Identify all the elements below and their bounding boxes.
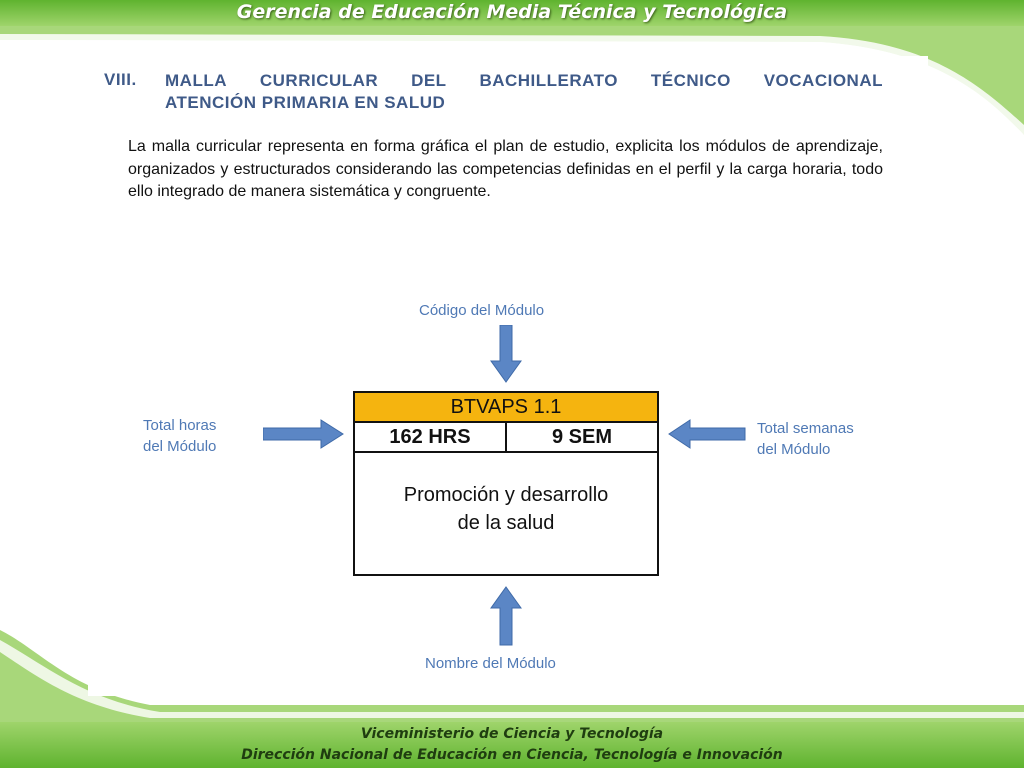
footer-line2: Dirección Nacional de Educación en Ciencia, Tecnología e Innovación — [241, 747, 783, 763]
title-word: BACHILLERATO — [479, 71, 618, 90]
title-word: TÉCNICO — [650, 71, 731, 90]
label-total-weeks — [757, 418, 854, 460]
label-line: del Módulo — [143, 438, 217, 455]
title-word: DEL — [411, 71, 447, 90]
label-module-code: Código del Módulo — [419, 302, 545, 319]
module-weeks: 9 SEM — [551, 426, 613, 448]
module-name-line: de la salud — [457, 512, 555, 534]
footer-line1: Viceministerio de Ciencia y Tecnología — [360, 726, 664, 742]
title-word: MALLA — [165, 71, 227, 90]
module-name — [355, 481, 657, 537]
title-word: VOCACIONAL — [763, 71, 883, 90]
module-hours: 162 HRS — [355, 423, 507, 451]
label-total-hours — [143, 415, 216, 457]
module-name-line: Promoción y desarrollo — [403, 484, 609, 506]
arrow-down-icon — [490, 325, 522, 383]
header-title: Gerencia de Educación Media Técnica y Tecnológica — [236, 1, 788, 23]
label-module-name: Nombre del Módulo — [425, 655, 556, 672]
arrow-up-icon — [490, 586, 522, 646]
arrow-right-icon — [263, 419, 345, 449]
section-title-line1 — [165, 70, 883, 92]
intro-paragraph: La malla curricular representa en forma gráfica el plan de estudio, explicita los módulos de aprendizaje, organizados y estructurados considerando las competencias definidas en el perfil y la carga horaria, todo ello integrado de manera sistemática y congruente. — [128, 138, 883, 200]
module-card — [353, 391, 659, 576]
label-line: del Módulo — [757, 441, 831, 458]
module-code: BTVAPS 1.1 — [355, 393, 657, 423]
section-title-line2: ATENCIÓN PRIMARIA EN SALUD — [165, 93, 446, 112]
title-word: CURRICULAR — [259, 71, 379, 90]
label-line: Total horas — [143, 417, 217, 434]
module-stats-row — [355, 423, 657, 453]
section-number: VIII. — [104, 70, 137, 89]
section-title — [165, 70, 883, 114]
label-line: Total semanas — [757, 420, 854, 437]
arrow-left-icon — [668, 419, 746, 449]
